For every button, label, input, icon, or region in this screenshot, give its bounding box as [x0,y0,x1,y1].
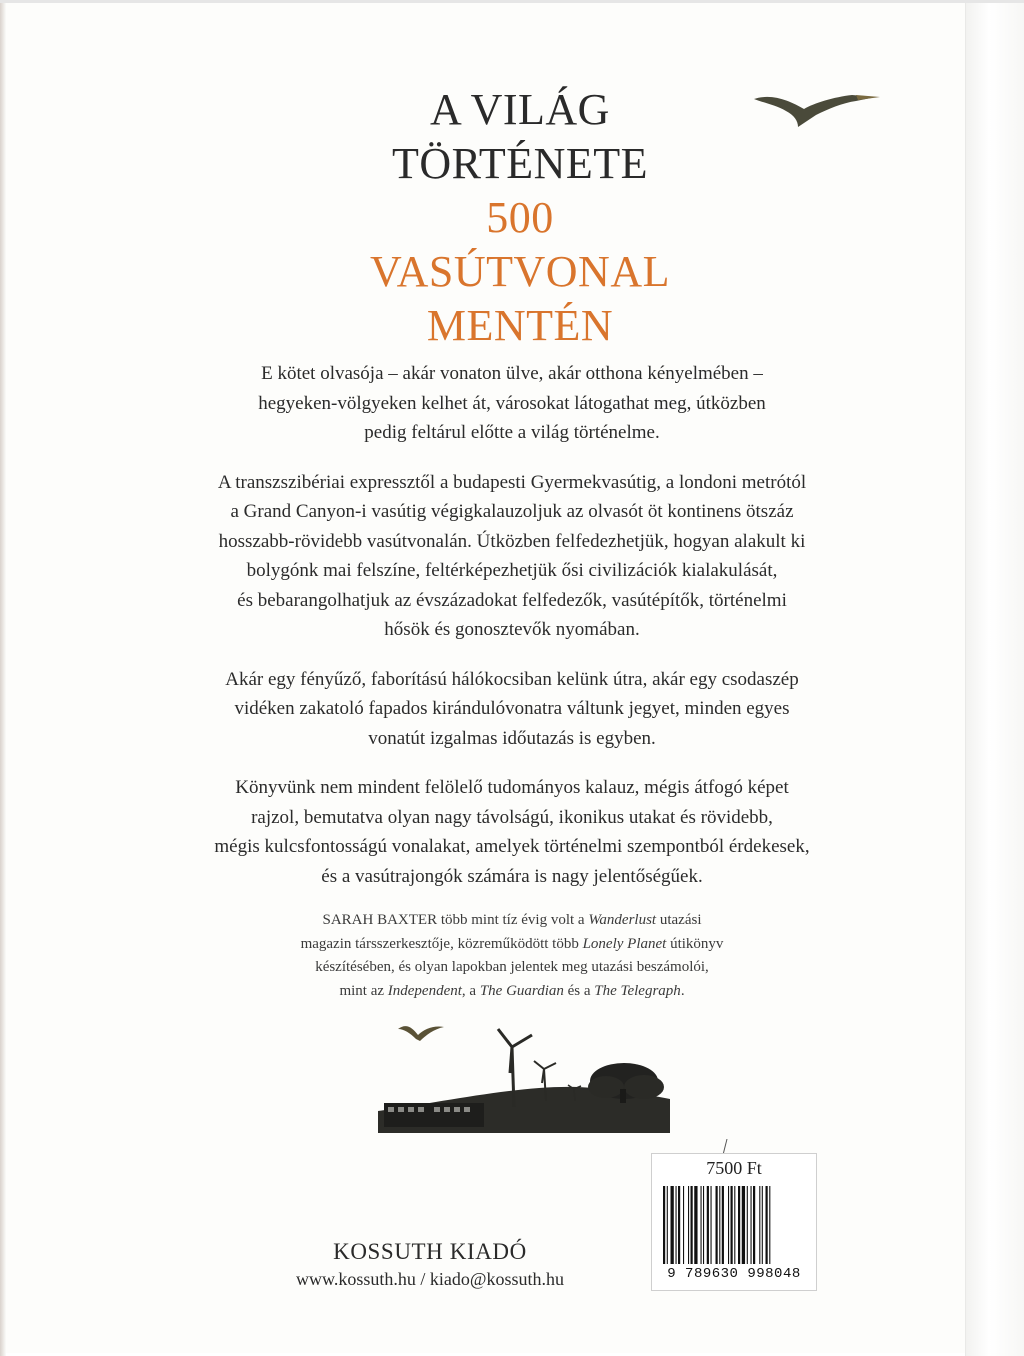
barcode-bar [691,1186,693,1264]
text-line: vonatút izgalmas időutazás is egyben. [368,727,656,749]
barcode-bar [703,1186,704,1264]
flying-bird-icon [398,1026,444,1041]
barcode-bar [676,1186,677,1264]
title-line-3: 500 [486,193,554,242]
barcode-bar [701,1186,702,1264]
price-label [651,1153,817,1291]
bio-newspaper: The Telegraph [594,982,681,999]
barcode-bar [667,1186,668,1264]
train-landscape-illustration [378,1015,670,1133]
price: 7500 Ft [706,1158,762,1178]
barcode-bar [688,1186,689,1264]
barcode-bar [694,1186,697,1264]
title-line-5: MENTÉN [426,301,614,350]
bio-guidebook: Lonely Planet [582,935,667,952]
barcode-bar [738,1186,740,1264]
bio-text: SARAH BAXTER több mint tíz évig volt a [322,912,589,928]
text-line: és bebarangolhatjuk az évszázadokat felfedezők, vasútépítők, történelmi [237,589,787,611]
barcode-bar [663,1186,665,1264]
bio-newspaper: The Guardian [479,982,564,999]
bio-text: készítésében, és olyan lapokban jelentek meg utazási beszámolói, [315,959,709,975]
bio-text: , a [461,982,480,999]
tree-icon [588,1063,664,1103]
description [120,359,904,911]
cover-left-edge [0,3,6,1356]
bio-magazine: Wanderlust [588,912,657,928]
text-line: rajzol, bemutatva olyan nagy távolságú, ikonikus utakat és rövidebb, [251,806,773,828]
barcode [662,1186,808,1264]
paragraph-2 [120,468,904,645]
barcode-bar [671,1186,674,1264]
publisher-contact: www.kossuth.hu / kiado@kossuth.hu [296,1269,564,1289]
text-line: a Grand Canyon-i vasútig végigkalauzoljuk az olvasót öt kontinens ötszáz [230,501,794,522]
bio-text: . [680,982,685,999]
barcode-bar [707,1186,709,1264]
text-line: bolygónk mai felszíne, feltérképezhetjük ősi civilizációk kialakulását, [246,560,778,581]
barcode-bar [747,1186,748,1264]
bio-text: magazin társszerkesztője, közreműködött több [300,935,583,952]
bio-newspaper: Independent [387,982,462,999]
barcode-bar [716,1186,718,1264]
text-line: A transzszibériai expressztől a budapesti Gyermekvasútig, a londoni metrótól [217,471,807,493]
barcode-bar [722,1186,724,1264]
text-line: Akár egy fényűző, faborítású hálókocsiban kelünk útra, akár egy csodaszép [225,668,799,690]
bio-text: utazási [656,912,702,928]
isbn-barcode-digits: 9 789630 998048 [667,1266,801,1282]
text-line: Könyvünk nem mindent felölelő tudományos kalauz, mégis átfogó képet [235,777,789,798]
publisher-name: KOSSUTH KIADÓ [333,1239,527,1264]
barcode-bar [683,1186,684,1264]
title-line-1: A VILÁG [430,85,610,134]
barcode-bar [753,1186,755,1264]
text-line: pedig feltárul előtte a világ történelme. [364,422,660,443]
text-line: hegyeken-völgyeken kelhet át, városokat látogathat meg, útközben [258,392,766,414]
text-line: vidéken zakatoló fapados kirándulóvonatra váltunk jegyet, minden egyes [234,698,790,719]
barcode-bar [766,1186,768,1264]
text-line: E kötet olvasója – akár vonaton ülve, akár otthona kényelmében – [261,363,763,384]
barcode-bar [769,1186,770,1264]
author-bio [200,909,824,1003]
bio-text: útikönyv [666,935,724,952]
bio-text: és a [563,982,595,999]
bio-text: mint az [339,982,388,999]
paragraph-3 [120,665,904,754]
text-line: és a vasútrajongók számára is nagy jelentőségűek. [321,865,703,887]
barcode-bar [734,1186,735,1264]
barcode-bar [742,1186,745,1264]
barcode-bar [762,1186,763,1264]
cover-spine-edge [965,3,1024,1356]
barcode-bar [719,1186,720,1264]
paragraph-4 [120,773,904,891]
text-line: mégis kulcsfontosságú vonalakat, amelyek történelmi szempontból érdekesek, [214,836,810,857]
barcode-bar [731,1186,733,1264]
barcode-bar [678,1186,680,1264]
paragraph-1 [120,359,904,448]
barcode-bar [759,1186,760,1264]
barcode-bar [711,1186,712,1264]
title-line-4: VASÚTVONAL [370,247,670,296]
title-line-2: TÖRTÉNETE [391,139,649,188]
text-line: hősök és gonosztevők nyomában. [384,619,640,640]
barcode-bar [751,1186,752,1264]
book-title [300,83,740,353]
barcode-bar [728,1186,729,1264]
text-line: hosszabb-rövidebb vasútvonalán. Útközben felfedezhetjük, hogyan alakult ki [218,530,806,552]
flying-bird-icon [752,89,882,131]
